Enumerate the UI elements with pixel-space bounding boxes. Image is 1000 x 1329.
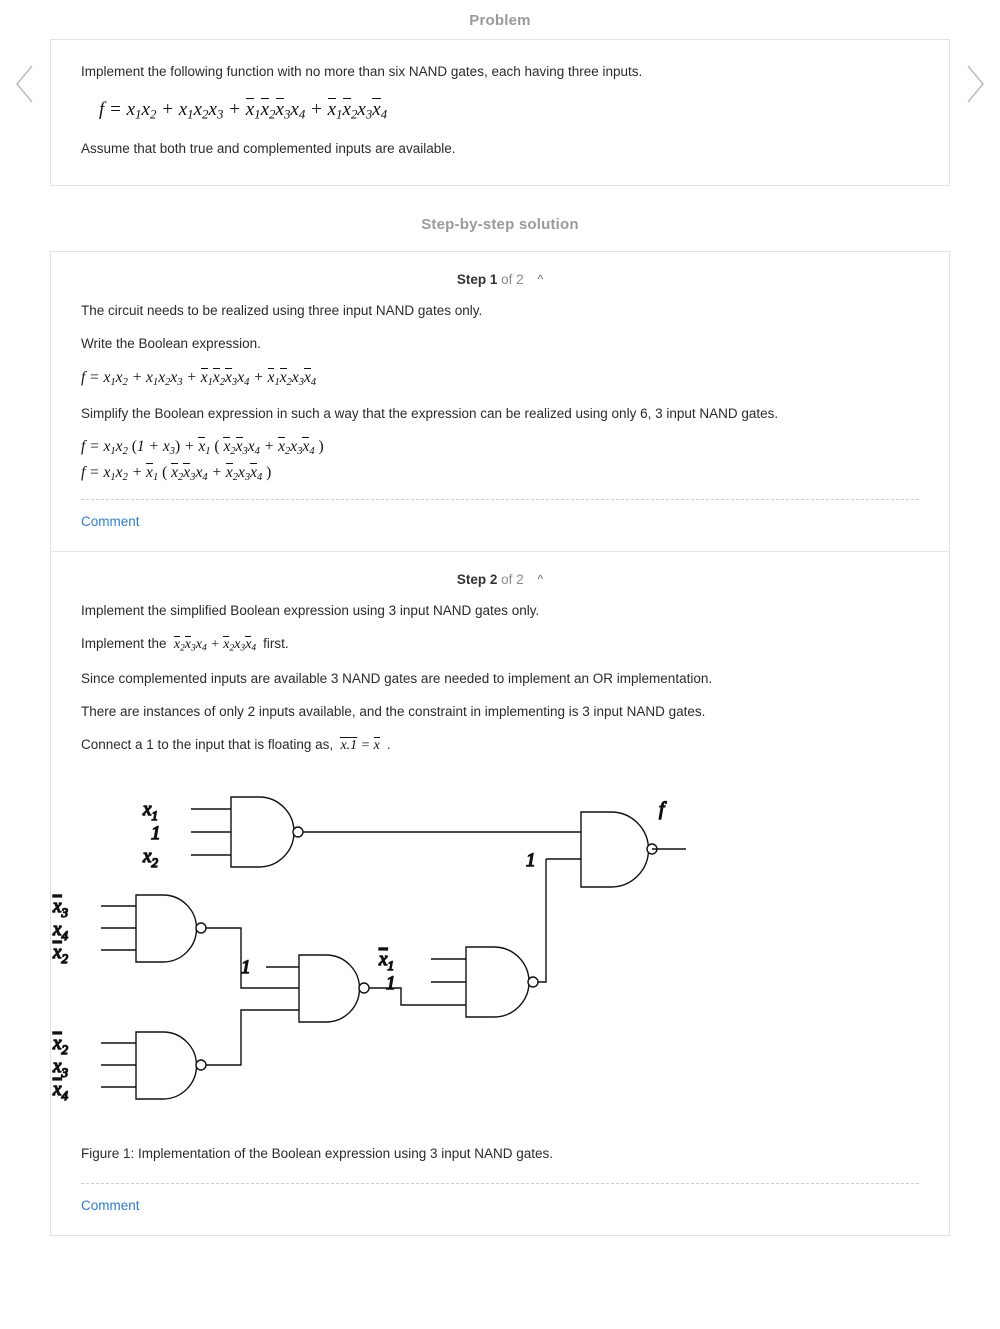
label-g1-in1: $x_1$ [143,799,158,824]
step-2-line-2: Since complemented inputs are available 3 NAND gates are needed to implement an OR implementation. [81,670,713,686]
problem-heading: Problem [469,12,531,29]
label-output-f: f [659,799,665,821]
chevron-up-icon[interactable]: ^ [537,272,544,287]
step-2-connect-line [51,735,949,756]
step-1-line-3: Simplify the Boolean expression in such a way that the expression can be realized using only 6, 3 input NAND gates. [81,405,779,421]
comment-link-step-2[interactable]: Comment [81,1197,140,1213]
problem-equation: $f = x_1x_2 + x_1x_2x_3 + x_1x_2x_3x_4 + x_1x_2x_3x_4$ [99,99,388,122]
label-g5-in1: $x_1$ [379,949,394,974]
label-g1-in2: 1 [151,823,161,845]
step-1-line-1: The circuit needs to be realized using three input NAND gates only. [81,303,483,319]
step-1-of: of 2 [501,272,524,288]
connect-expression: x.1 = x [340,738,380,754]
step-2-header[interactable] [51,572,949,601]
label-g2-in2: $x_4$ [53,919,68,944]
circuit-figure [51,769,949,1122]
implement-expression: $x_2x_3x_4 + x_2x_3x_4$ [173,636,257,654]
chevron-up-icon[interactable]: ^ [537,571,544,586]
solution-heading: Step-by-step solution [421,216,579,234]
chevron-right-icon[interactable] [962,62,988,102]
step-2-block [51,551,949,1235]
label-g3-in2: $x_3$ [53,1056,68,1081]
gate-6 [546,812,686,887]
gate-4 [266,955,369,1022]
wire-g3-to-g4 [206,1010,266,1065]
gate-5 [431,947,538,1017]
implement-suffix: first. [263,635,289,651]
step-1-label: Step 1 [456,272,498,288]
label-g5-in2: 1 [386,973,396,995]
step-1-equation-2: $f = x_1x_2$ $(1 + x_3) + x_1$ ( $x_2x_3x_4 + x_2x_3x_4$ ) [81,437,324,457]
step-1-line-2: Write the Boolean expression. [81,336,261,352]
divider [81,1183,919,1184]
label-g6-in: 1 [526,850,536,872]
gate-2 [101,895,206,962]
steps-card [50,251,950,1236]
chevron-left-icon[interactable] [12,62,38,102]
wire-g2-to-g4 [206,928,266,988]
step-2-implement-line [51,634,949,656]
comment-link-step-1[interactable]: Comment [81,513,140,529]
step-2-line-1: Implement the simplified Boolean expression using 3 input NAND gates only. [81,602,540,618]
label-g2-in1: $x_3$ [53,896,68,921]
connect-prefix: Connect a 1 to the input that is floating as, [81,737,334,753]
problem-line-1: Implement the following function with no more than six NAND gates, each having three inputs. [81,64,643,79]
wire-g4-to-g5 [369,988,431,1005]
step-2-of: of 2 [501,571,524,587]
step-1-header[interactable] [51,272,949,301]
problem-card [50,39,950,186]
figure-caption: Figure 1: Implementation of the Boolean expression using 3 input NAND gates. [81,1145,554,1161]
label-g3-in3: $x_4$ [53,1079,68,1104]
gate-3 [101,1032,206,1099]
step-1-block [51,252,949,551]
step-1-equation-1: $f = x_1x_2 + x_1x_2x_3 + x_1x_2x_3x_4 + x_1x_2x_3x_4$ [81,368,317,388]
step-2-label: Step 2 [456,571,498,587]
gate-1 [191,797,303,867]
label-g1-in3: $x_2$ [143,846,158,871]
step-2-line-3: There are instances of only 2 inputs available, and the constraint in implementing is 3 input NAND gates. [81,704,706,720]
label-g4-in: 1 [241,957,251,979]
divider [81,499,919,500]
label-g3-in1: $x_2$ [53,1033,68,1058]
problem-line-2: Assume that both true and complemented inputs are available. [81,140,456,156]
implement-prefix: Implement the [81,635,167,651]
wire-g5-to-g6 [538,859,546,982]
connect-suffix: . [386,737,391,753]
step-1-equation-3: $f = x_1x_2 + x_1$ ( $x_2x_3x_4 + x_2x_3x_4$ ) [81,463,272,483]
nand-circuit-diagram [53,777,761,1117]
label-g2-in3: $x_2$ [53,942,68,967]
